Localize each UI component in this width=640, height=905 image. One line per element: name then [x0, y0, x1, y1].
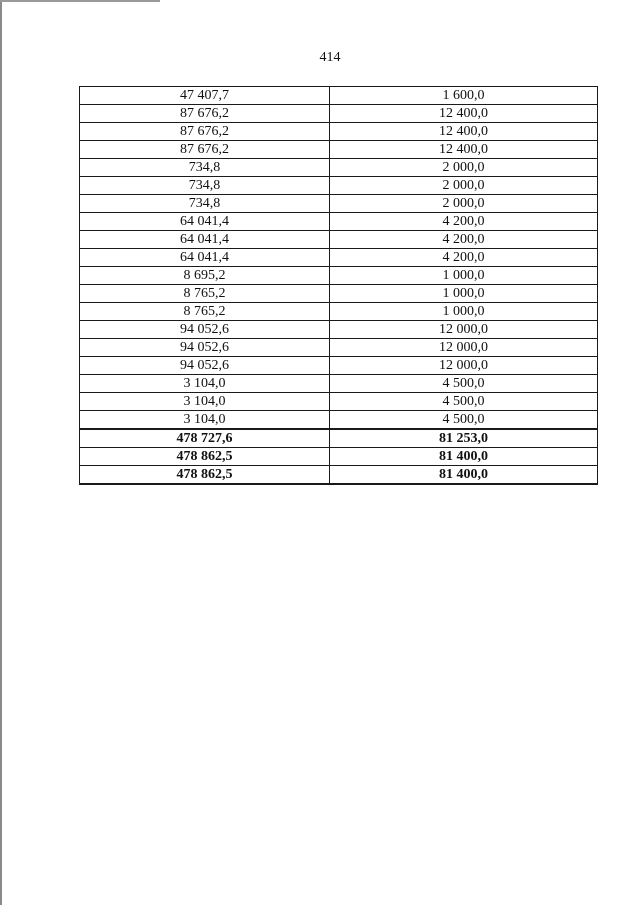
cell-value-col1: 94 052,6: [80, 321, 330, 339]
cell-value-col2: 4 200,0: [330, 213, 598, 231]
cell-value-col2: 12 000,0: [330, 339, 598, 357]
cell-value-col1: 8 765,2: [80, 303, 330, 321]
table-row: [80, 303, 598, 321]
cell-value-col2: 4 200,0: [330, 249, 598, 267]
cell-value-col2: 4 500,0: [330, 411, 598, 430]
cell-value-col2: 81 400,0: [330, 448, 598, 466]
scan-edge-top: [0, 0, 160, 2]
cell-value-col2: 2 000,0: [330, 159, 598, 177]
cell-value-col2: 81 253,0: [330, 429, 598, 448]
cell-value-col1: 734,8: [80, 159, 330, 177]
cell-value-col1: 47 407,7: [80, 87, 330, 105]
cell-value-col1: 3 104,0: [80, 375, 330, 393]
cell-value-col1: 64 041,4: [80, 249, 330, 267]
table-row: [80, 411, 598, 430]
cell-value-col1: 734,8: [80, 195, 330, 213]
cell-value-col1: 64 041,4: [80, 231, 330, 249]
cell-value-col2: 12 400,0: [330, 123, 598, 141]
cell-value-col1: 87 676,2: [80, 141, 330, 159]
cell-value-col1: 3 104,0: [80, 411, 330, 430]
table-row: [80, 375, 598, 393]
cell-value-col2: 1 000,0: [330, 267, 598, 285]
cell-value-col2: 1 600,0: [330, 87, 598, 105]
table-row: [80, 177, 598, 195]
table-row-total: [80, 429, 598, 448]
cell-value-col1: 734,8: [80, 177, 330, 195]
table-row: [80, 231, 598, 249]
cell-value-col2: 4 500,0: [330, 375, 598, 393]
table-body: [80, 87, 598, 485]
cell-value-col1: 94 052,6: [80, 339, 330, 357]
cell-value-col2: 2 000,0: [330, 177, 598, 195]
cell-value-col2: 4 200,0: [330, 231, 598, 249]
cell-value-col2: 1 000,0: [330, 285, 598, 303]
table-row-total: [80, 466, 598, 485]
cell-value-col1: 8 695,2: [80, 267, 330, 285]
cell-value-col2: 81 400,0: [330, 466, 598, 485]
cell-value-col1: 478 862,5: [80, 466, 330, 485]
cell-value-col1: 3 104,0: [80, 393, 330, 411]
table-row: [80, 159, 598, 177]
table-row: [80, 393, 598, 411]
table-row: [80, 105, 598, 123]
cell-value-col1: 94 052,6: [80, 357, 330, 375]
scan-edge-left: [0, 0, 2, 905]
table-row: [80, 87, 598, 105]
cell-value-col1: 64 041,4: [80, 213, 330, 231]
page-number: 414: [319, 50, 341, 65]
table-row: [80, 123, 598, 141]
table-row: [80, 249, 598, 267]
cell-value-col2: 12 400,0: [330, 105, 598, 123]
cell-value-col2: 12 400,0: [330, 141, 598, 159]
cell-value-col1: 478 727,6: [80, 429, 330, 448]
table-row-total: [80, 448, 598, 466]
cell-value-col1: 87 676,2: [80, 105, 330, 123]
table-row: [80, 195, 598, 213]
table-row: [80, 267, 598, 285]
table-row: [80, 339, 598, 357]
cell-value-col1: 8 765,2: [80, 285, 330, 303]
cell-value-col2: 1 000,0: [330, 303, 598, 321]
table-row: [80, 321, 598, 339]
cell-value-col2: 4 500,0: [330, 393, 598, 411]
table-row: [80, 141, 598, 159]
table-row: [80, 213, 598, 231]
table-row: [80, 357, 598, 375]
cell-value-col2: 2 000,0: [330, 195, 598, 213]
cell-value-col2: 12 000,0: [330, 321, 598, 339]
table-row: [80, 285, 598, 303]
cell-value-col2: 12 000,0: [330, 357, 598, 375]
data-table: [79, 86, 598, 485]
cell-value-col1: 478 862,5: [80, 448, 330, 466]
cell-value-col1: 87 676,2: [80, 123, 330, 141]
